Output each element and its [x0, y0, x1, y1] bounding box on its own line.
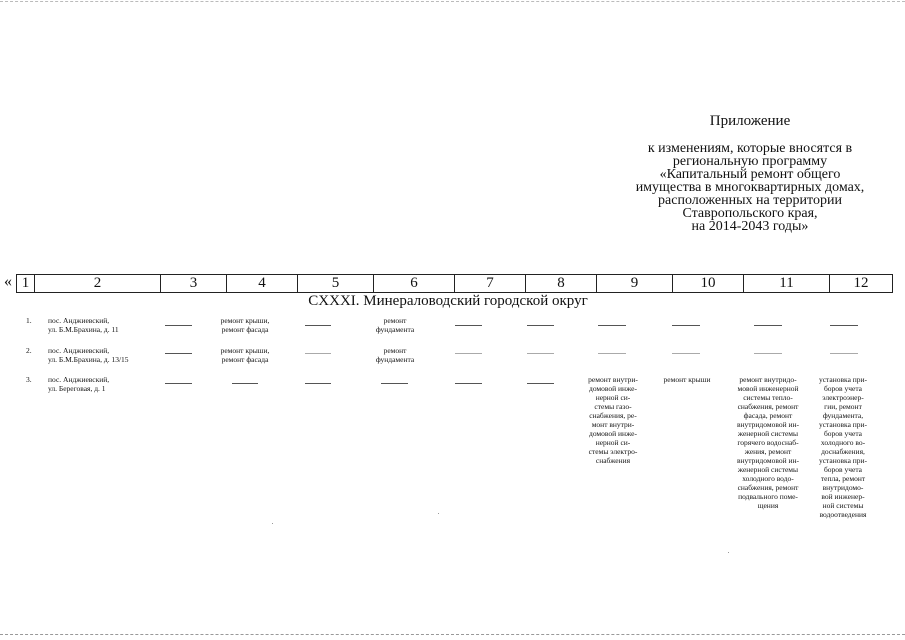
- empty-cell-dash: [381, 383, 408, 384]
- empty-cell-dash: [754, 325, 782, 326]
- row-number: 3.: [26, 375, 32, 384]
- col6-work: ремонт фундамента: [375, 316, 415, 334]
- column-header: 8: [526, 275, 597, 293]
- column-header: 12: [830, 275, 893, 293]
- col9-work: ремонт внутри- домовой инже- нерной си- стемы газо- снабжения, ре- монт внутри- домовой инже- нерной си- стемы электро- снабжения: [588, 375, 638, 465]
- scan-edge-top: [0, 1, 905, 2]
- empty-cell-dash: [598, 353, 626, 354]
- empty-cell-dash: [455, 383, 482, 384]
- empty-cell-dash: [165, 383, 192, 384]
- empty-cell-dash: [672, 353, 700, 354]
- appendix-title: Приложение: [709, 113, 791, 129]
- empty-cell-dash: [232, 383, 258, 384]
- column-header: 11: [744, 275, 830, 293]
- col4-work: ремонт крыши, ремонт фасада: [220, 346, 270, 364]
- empty-cell-dash: [527, 353, 554, 354]
- empty-cell-dash: [527, 325, 554, 326]
- opening-quote: «: [4, 273, 12, 290]
- scan-speck: [438, 513, 439, 514]
- col6-work: ремонт фундамента: [375, 346, 415, 364]
- empty-cell-dash: [527, 383, 554, 384]
- empty-cell-dash: [754, 353, 782, 354]
- scan-speck: [728, 552, 729, 553]
- col10-work: ремонт крыши: [663, 375, 711, 384]
- column-header: 9: [597, 275, 673, 293]
- col12-work: установка при- боров учета электроэнер- гии, ремонт фундамента, установка при- боров учета холодного во- доснабжения, установка при- боров учета тепла, ремонт внутридомо- вой инженер- ной системы водоотведения: [818, 375, 868, 519]
- column-header: 1: [17, 275, 35, 293]
- column-header: 10: [673, 275, 744, 293]
- column-header-row: [17, 275, 893, 293]
- column-header: 2: [35, 275, 161, 293]
- column-header: 6: [374, 275, 455, 293]
- empty-cell-dash: [598, 325, 626, 326]
- column-header: 5: [298, 275, 374, 293]
- column-header: 7: [455, 275, 526, 293]
- col11-work: ремонт внутридо- мовой инженерной системы тепло- снабжения, ремонт фасада, ремонт внутридомовой ин- женерной системы горячего водоснаб- жения, ремонт внутридомовой ин- женерной системы холодного водо- снабжения, ремонт подвального поме- щения: [736, 375, 799, 510]
- district-heading: CXXXI. Минераловодский городской округ: [308, 293, 588, 309]
- empty-cell-dash: [830, 353, 858, 354]
- column-header-table: [16, 274, 893, 293]
- column-header: 3: [161, 275, 227, 293]
- empty-cell-dash: [305, 325, 331, 326]
- row-address: пос. Анджиевский, ул. Б.М.Брахина, д. 13/15: [48, 346, 129, 364]
- empty-cell-dash: [830, 325, 858, 326]
- empty-cell-dash: [455, 325, 482, 326]
- scan-edge-bottom: [0, 634, 905, 635]
- column-header: 4: [227, 275, 298, 293]
- appendix-body: к изменениям, которые вносятся в региональную программу «Капитальный ремонт общего имущества в многоквартирных домах, расположенных на территории Ставропольского края, на 2014-2043 годы»: [635, 141, 865, 234]
- row-address: пос. Анджиевский, ул. Б.М.Брахина, д. 11: [48, 316, 119, 334]
- scan-speck: [272, 523, 273, 524]
- row-number: 2.: [26, 346, 32, 355]
- empty-cell-dash: [305, 383, 331, 384]
- empty-cell-dash: [455, 353, 482, 354]
- empty-cell-dash: [165, 353, 192, 354]
- row-address: пос. Анджиевский, ул. Береговая, д. 1: [48, 375, 110, 393]
- appendix-header: [600, 115, 900, 233]
- empty-cell-dash: [165, 325, 192, 326]
- empty-cell-dash: [672, 325, 700, 326]
- row-number: 1.: [26, 316, 32, 325]
- empty-cell-dash: [305, 353, 331, 354]
- col4-work: ремонт крыши, ремонт фасада: [220, 316, 270, 334]
